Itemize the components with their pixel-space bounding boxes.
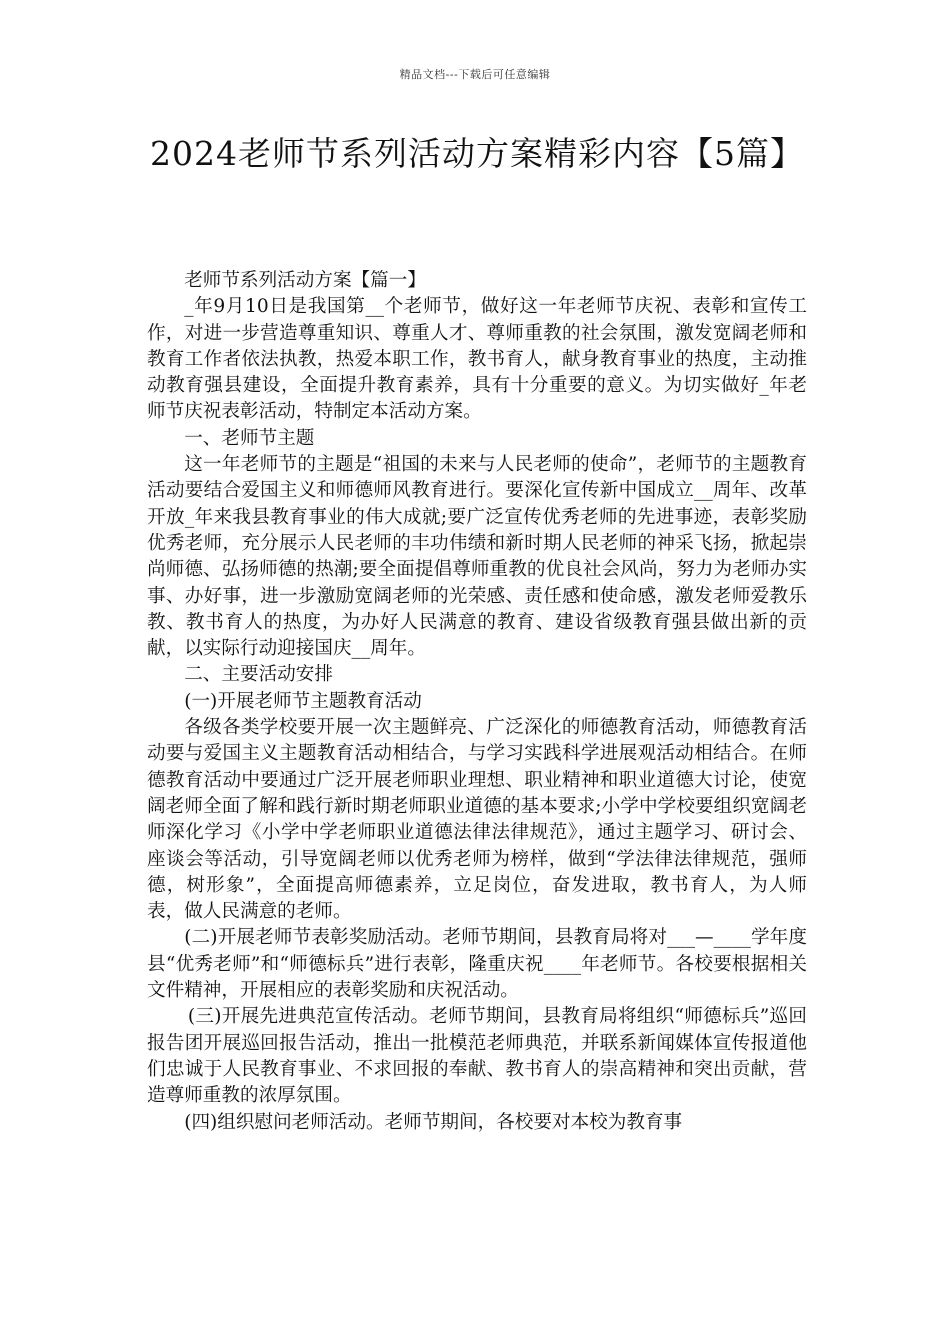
condolence-paragraph: (四)组织慰问老师活动。老师节期间，各校要对本校为教育事 [184,1111,683,1133]
commendation-paragraph: (二)开展老师节表彰奖励活动。老师节期间，县教育局将对___—____学年度县“优秀老师”和“师德标兵”进行表彰，隆重庆祝____年老师节。各校要根据相关文件精神，开展相应的表彰奖励和庆祝活动。 [147,927,807,1002]
publicity-paragraph: (三)开展先进典范宣传活动。老师节期间，县教育局将组织“师德标兵”巡回报告团开展巡回报告活动，推出一批模范老师典范，并联系新闻媒体宣传报道他们忠诚于人民教育事业、不求回报的奉献、教书育人的崇高精神和突出贡献，营造尊师重教的浓厚氛围。 [147,1006,807,1107]
heading-theme: 一、老师节主题 [184,427,315,449]
heading-main-activities: 二、主要活动安排 [184,664,333,686]
subheading-theme-education: (一)开展老师节主题教育活动 [184,690,422,712]
document-title: 2024老师节系列活动方案精彩内容【5篇】 [150,134,804,173]
theme-paragraph: 这一年老师节的主题是“祖国的未来与人民老师的使命”，老师节的主题教育活动要结合爱国主义和师德师风教育进行。要深化宣传新中国成立__周年、改革开放_年来我县教育事业的伟大成就;要广泛宣传优秀老师的先进事迹，表彰奖励优秀老师，充分展示人民老师的丰功伟绩和新时期人民老师的神采飞扬，掀起崇尚师德、弘扬师德的热潮;要全面提倡尊师重教的优良社会风尚，努力为老师办实事、办好事，进一步激励宽阔老师的光荣感、责任感和使命感，激发老师爱教乐教、教书育人的热度，为办好人民满意的教育、建设省级教育强县做出新的贡献，以实际行动迎接国庆__周年。 [147,454,807,660]
document-header-note: 精品文档---下载后可任意编辑 [399,68,551,81]
document-body [147,268,807,1136]
intro-paragraph: _年9月10日是我国第__个老师节，做好这一年老师节庆祝、表彰和宣传工作，对进一步营造尊重知识、尊重人才、尊师重教的社会氛围，激发宽阔老师和教育工作者依法执教，热爱本职工作，教书育人，献身教育事业的热度，主动推动教育强县建设，全面提升教育素养，具有十分重要的意义。为切实做好_年老师节庆祝表彰活动，特制定本活动方案。 [147,296,807,423]
section-heading-part-one: 老师节系列活动方案【篇一】 [184,270,426,291]
theme-education-paragraph: 各级各类学校要开展一次主题鲜亮、广泛深化的师德教育活动，师德教育活动要与爱国主义主题教育活动相结合，与学习实践科学进展观活动相结合。在师德教育活动中要通过广泛开展老师职业理想、职业精神和职业道德大讨论，使宽阔老师全面了解和践行新时期老师职业道德的基本要求;小学中学校要组织宽阔老师深化学习《小学中学老师职业道德法律法律规范》，通过主题学习、研讨会、座谈会等活动，引导宽阔老师以优秀老师为榜样，做到“学法律法律规范，强师德，树形象”，全面提高师德素养，立足岗位，奋发进取，教书育人，为人师表，做人民满意的老师。 [147,717,807,923]
